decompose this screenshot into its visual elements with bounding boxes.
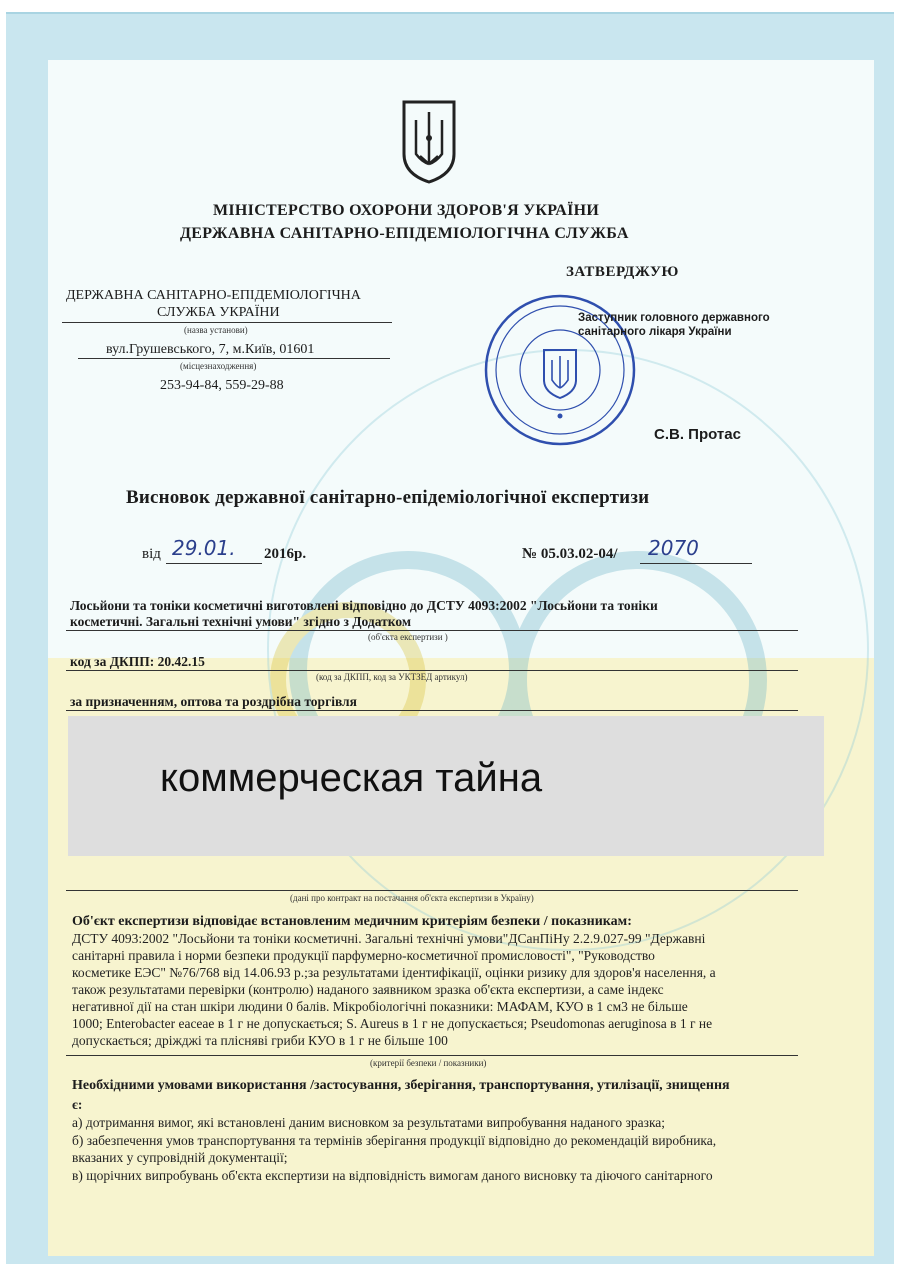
institution-name-line2: СЛУЖБА УКРАЇНИ	[157, 305, 280, 320]
criteria-caption: (критерії безпеки / показники)	[370, 1058, 487, 1068]
dkpp-code: код за ДКПП: 20.42.15	[70, 654, 205, 669]
condition-b: б) забезпечення умов транспортування та термінів зберігання продукції відповідно до рекомендацій виробника,	[72, 1133, 717, 1148]
approver-position-line2: санітарного лікаря України	[578, 326, 732, 338]
ministry-title: МІНІСТЕРСТВО ОХОРОНИ ЗДОРОВ'Я УКРАЇНИ	[213, 202, 600, 219]
ukraine-coat-of-arms-icon	[400, 98, 458, 184]
criteria-line5: негативної дії на стан шкіри людини 0 балів. Мікробіологічні показники: МАФАМ, КУО в 1 см3 не більше	[72, 999, 688, 1014]
date-prefix: від	[142, 546, 161, 562]
document-number-prefix: № 05.03.02-04/	[522, 546, 618, 562]
redaction-label: коммерческая тайна	[160, 756, 543, 800]
document-number-handwritten: 2070	[648, 536, 699, 560]
object-line1: Лосьйони та тоніки косметичні виготовлені відповідно до ДСТУ 4093:2002 "Лосьйони та тоніки	[70, 598, 658, 613]
date-year: 2016р.	[264, 546, 307, 562]
criteria-line3: косметике ЕЭС" №76/768 від 14.06.93 р.;за результатами ідентифікації, оцінки ризику для здоров'я населення, а	[72, 965, 716, 980]
purpose-line: за призначенням, оптова та роздрібна торгівля	[70, 694, 357, 709]
approver-position-line1: Заступник головного державного	[578, 312, 770, 324]
criteria-line6: 1000; Enterobacter eaceae в 1 г не допускається; S. Aureus в 1 г не допускається; Pseudomonas aeruginosa в 1 г не	[72, 1016, 713, 1031]
condition-a: а) дотримання вимог, які встановлені даним висновком за результатами випробування наданого зразка;	[72, 1115, 666, 1130]
object-caption: (об'єкта експертизи )	[368, 632, 448, 642]
approver-name: С.В. Протас	[654, 426, 741, 443]
institution-address: вул.Грушевського, 7, м.Київ, 01601	[106, 342, 315, 357]
date-handwritten: 29.01.	[172, 536, 236, 560]
service-title: ДЕРЖАВНА САНІТАРНО-ЕПІДЕМІОЛОГІЧНА СЛУЖБА	[180, 225, 629, 242]
dkpp-caption: (код за ДКПП, код за УКТЗЕД артикул)	[316, 672, 468, 682]
criteria-heading: Об'єкт експертизи відповідає встановленим медичним критеріям безпеки / показникам:	[72, 914, 632, 929]
institution-name-line1: ДЕРЖАВНА САНІТАРНО-ЕПІДЕМІОЛОГІЧНА	[66, 288, 361, 303]
document-title: Висновок державної санітарно-епідеміологічної експертизи	[126, 487, 650, 508]
criteria-line7: допускається; дріжджі та плісняві гриби КУО в 1 г не більше 100	[72, 1033, 448, 1048]
conditions-heading-tail: є:	[72, 1097, 83, 1112]
institution-phones: 253-94-84, 559-29-88	[160, 378, 284, 393]
conditions-heading: Необхідними умовами використання /застосування, зберігання, транспортування, утилізації, знищення	[72, 1078, 730, 1093]
redaction-box	[68, 716, 824, 856]
criteria-line1: ДСТУ 4093:2002 "Лосьйони та тоніки косметичні. Загальні технічні умови"ДСанПіНу 2.2.9.027-99 "Державні	[72, 931, 706, 946]
institution-address-caption: (місцезнаходження)	[180, 361, 257, 371]
condition-c: в) щорічних випробувань об'єкта експертизи на відповідність вимогам даного висновку та діючого санітарного	[72, 1168, 713, 1183]
criteria-line2: санітарні правила і норми безпеки продукції парфумерно-косметичної промисловості", "Руководство	[72, 948, 655, 963]
criteria-line4: також результатами перевірки (контролю) наданого заявником зразка об'єкта експертизи, а саме індекс	[72, 982, 664, 997]
approve-heading: ЗАТВЕРДЖУЮ	[566, 264, 679, 280]
institution-name-caption: (назва установи)	[184, 325, 248, 335]
object-line2: косметичні. Загальні технічні умови" згідно з Додатком	[70, 614, 412, 629]
contract-caption: (дані про контракт на постачання об'єкта експертизи в Україну)	[290, 893, 534, 903]
condition-b-cont: вказаних у супровідній документації;	[72, 1150, 288, 1165]
